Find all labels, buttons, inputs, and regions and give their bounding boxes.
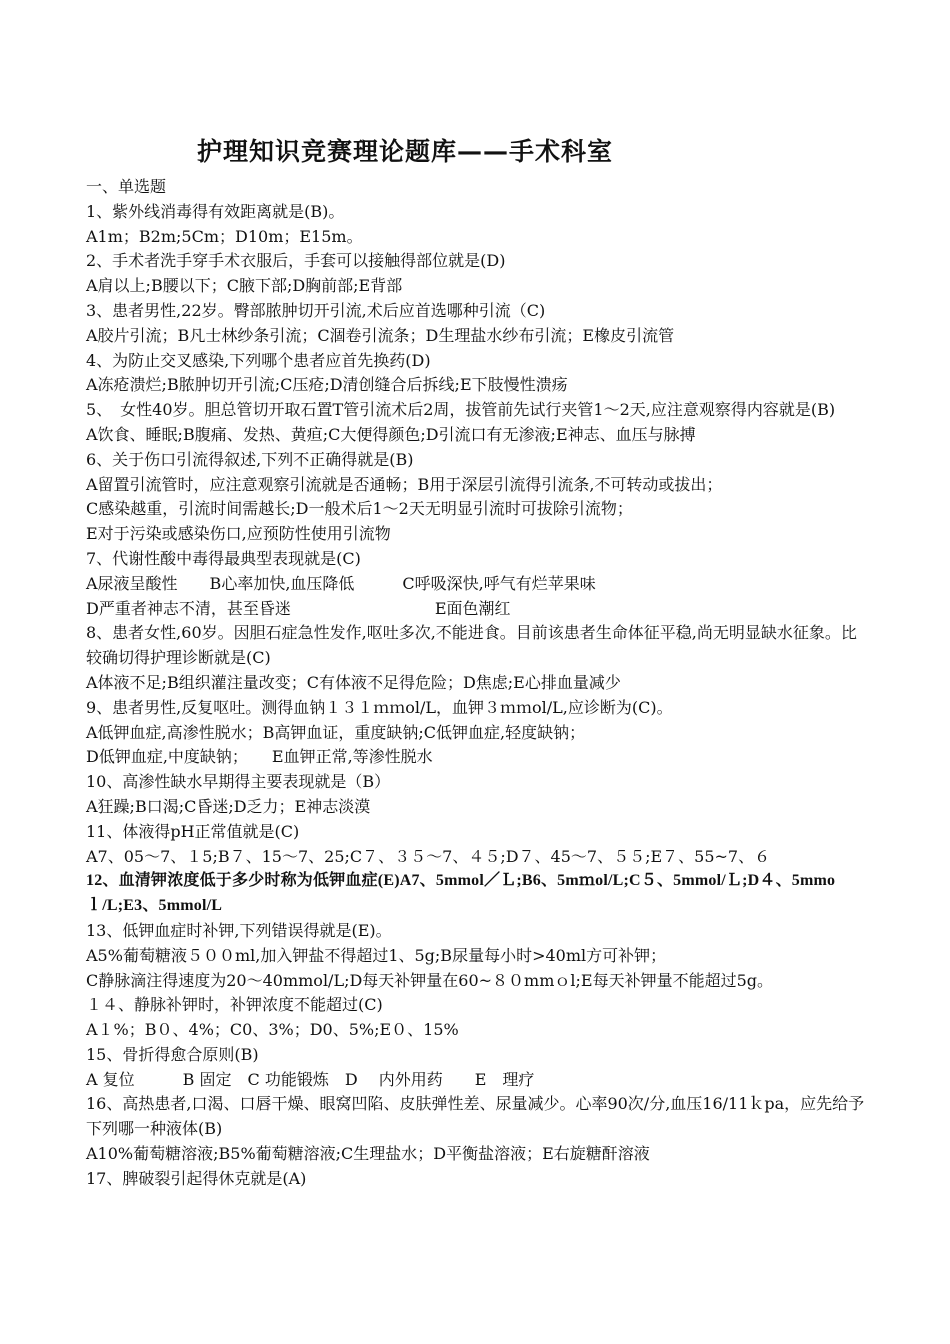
option-line: A胶片引流；B凡士林纱条引流；C涸卷引流条；D生理盐水纱布引流；E橡皮引流管 — [86, 325, 675, 345]
option-line: A体液不足;B组织灌注量改变；C有体液不足得危险；D焦虑;E心排血量减少 — [86, 672, 621, 692]
section-heading: 一、单选题 — [86, 177, 167, 196]
question-list — [86, 175, 866, 1192]
question-line: 11、体液得pH正常值就是(C) — [86, 821, 300, 841]
question-line: １４、静脉补钾时，补钾浓度不能超过(C) — [86, 995, 383, 1015]
question-line: 17、脾破裂引起得休克就是(A) — [86, 1168, 307, 1188]
option-line: A饮食、睡眠;B腹痛、发热、黄疸;C大便得颜色;D引流口有无渗液;E神志、血压与脉搏 — [86, 424, 696, 444]
question-line: 1、紫外线消毒得有效距离就是(B)。 — [86, 201, 345, 221]
option-line: D低钾血症,中度缺钠； E血钾正常,等渗性脱水 — [86, 747, 433, 767]
option-line: A 复位 B 固定 C 功能锻炼 D 内外用药 E 理疗 — [86, 1069, 535, 1089]
question-line: 12、血清钾浓度低于多少时称为低钾血症(E)A7、5mmol／Ｌ;B6、5mｍol/L;C５、5mmol/Ｌ;D４、5mmoｌ/L;E3、5mmol/L — [86, 872, 836, 915]
option-line: D严重者神志不清，甚至昏迷 E面色潮红 — [86, 598, 511, 618]
question-line: 4、为防止交叉感染,下列哪个患者应首先换药(D) — [86, 350, 431, 370]
question-line: 10、高渗性缺水早期得主要表现就是（B） — [86, 772, 391, 792]
option-line: A留置引流管时，应注意观察引流就是否通畅；B用于深层引流得引流条,不可转动或拔出； — [86, 474, 723, 494]
option-line: A冻疮溃烂;B脓肿切开引流;C压疮;D清创缝合后拆线;E下肢慢性溃疡 — [86, 375, 568, 395]
question-line: 8、患者女性,60岁。因胆石症急性发作,呕吐多次,不能进食。目前该患者生命体征平稳,尚无明显缺水征象。比较确切得护理诊断就是(C) — [86, 623, 857, 668]
option-line: A狂躁;B口渴;C昏迷;D乏力；E神志淡漠 — [86, 796, 371, 816]
option-line: C感染越重，引流时间需越长;D一般术后1～2天无明显引流时可拔除引流物； — [86, 499, 633, 519]
question-line: 16、高热患者,口渴、口唇干燥、眼窝凹陷、皮肤弹性差、尿量减少。心率90次/分,血压16/11ｋpa，应先给予下列哪一种液体(B) — [86, 1094, 865, 1139]
question-line: 13、低钾血症时补钾,下列错误得就是(E)。 — [86, 920, 392, 940]
option-line: A尿液呈酸性 B心率加快,血压降低 C呼吸深快,呼气有烂苹果味 — [86, 573, 596, 593]
option-line: A5%葡萄糖液５００ml,加入钾盐不得超过1、5g;B尿量每小时>40ml方可补钾； — [86, 945, 667, 965]
option-line: A7、05～7、１5;B７、15～7、25;C７、３５～7、４５;D７、45～7、５５;E７、55~7、６ — [86, 846, 771, 866]
question-line: 15、骨折得愈合原则(B) — [86, 1044, 259, 1064]
document-title: 护理知识竞赛理论题库——手术科室 — [196, 137, 613, 166]
question-line: 9、患者男性,反复呕吐。测得血钠１３１ｍｍol/L，血钾３ｍｍol/L,应诊断为(C)。 — [86, 697, 673, 717]
question-line: 6、关于伤口引流得叙述,下列不正确得就是(B) — [86, 449, 414, 469]
question-line: 2、手术者洗手穿手术衣服后，手套可以接触得部位就是(D) — [86, 251, 506, 271]
option-line: E对于污染或感染伤口,应预防性使用引流物 — [86, 524, 391, 544]
question-line: 7、代谢性酸中毒得最典型表现就是(C) — [86, 548, 361, 568]
question-line: 3、患者男性,22岁。臀部脓肿切开引流,术后应首选哪种引流（C) — [86, 300, 546, 320]
option-line: A10%葡萄糖溶液;B5%葡萄糖溶液;C生理盐水；D平衡盐溶液；E右旋糖酐溶液 — [86, 1144, 650, 1164]
option-line: A１%；B０、4%；C0、3%；D0、5%;E０、15% — [86, 1020, 459, 1040]
option-line: A低钾血症,高渗性脱水；B高钾血证，重度缺钠;C低钾血症,轻度缺钠； — [86, 722, 586, 742]
option-line: A1m；B2m;5Cm；D10m；E15m。 — [86, 226, 363, 246]
question-line: 5、 女性40岁。胆总管切开取石置T管引流术后2周，拔管前先试行夹管1～2天,应注意观察得内容就是(B) — [86, 400, 836, 420]
option-line: A肩以上;B腰以下；C腋下部;D胸前部;E背部 — [86, 276, 403, 296]
option-line: C静脉滴注得速度为20～40mmol/L;D每天补钾量在60~８０mmｏl;E每天补钾量不能超过5g。 — [86, 970, 774, 990]
